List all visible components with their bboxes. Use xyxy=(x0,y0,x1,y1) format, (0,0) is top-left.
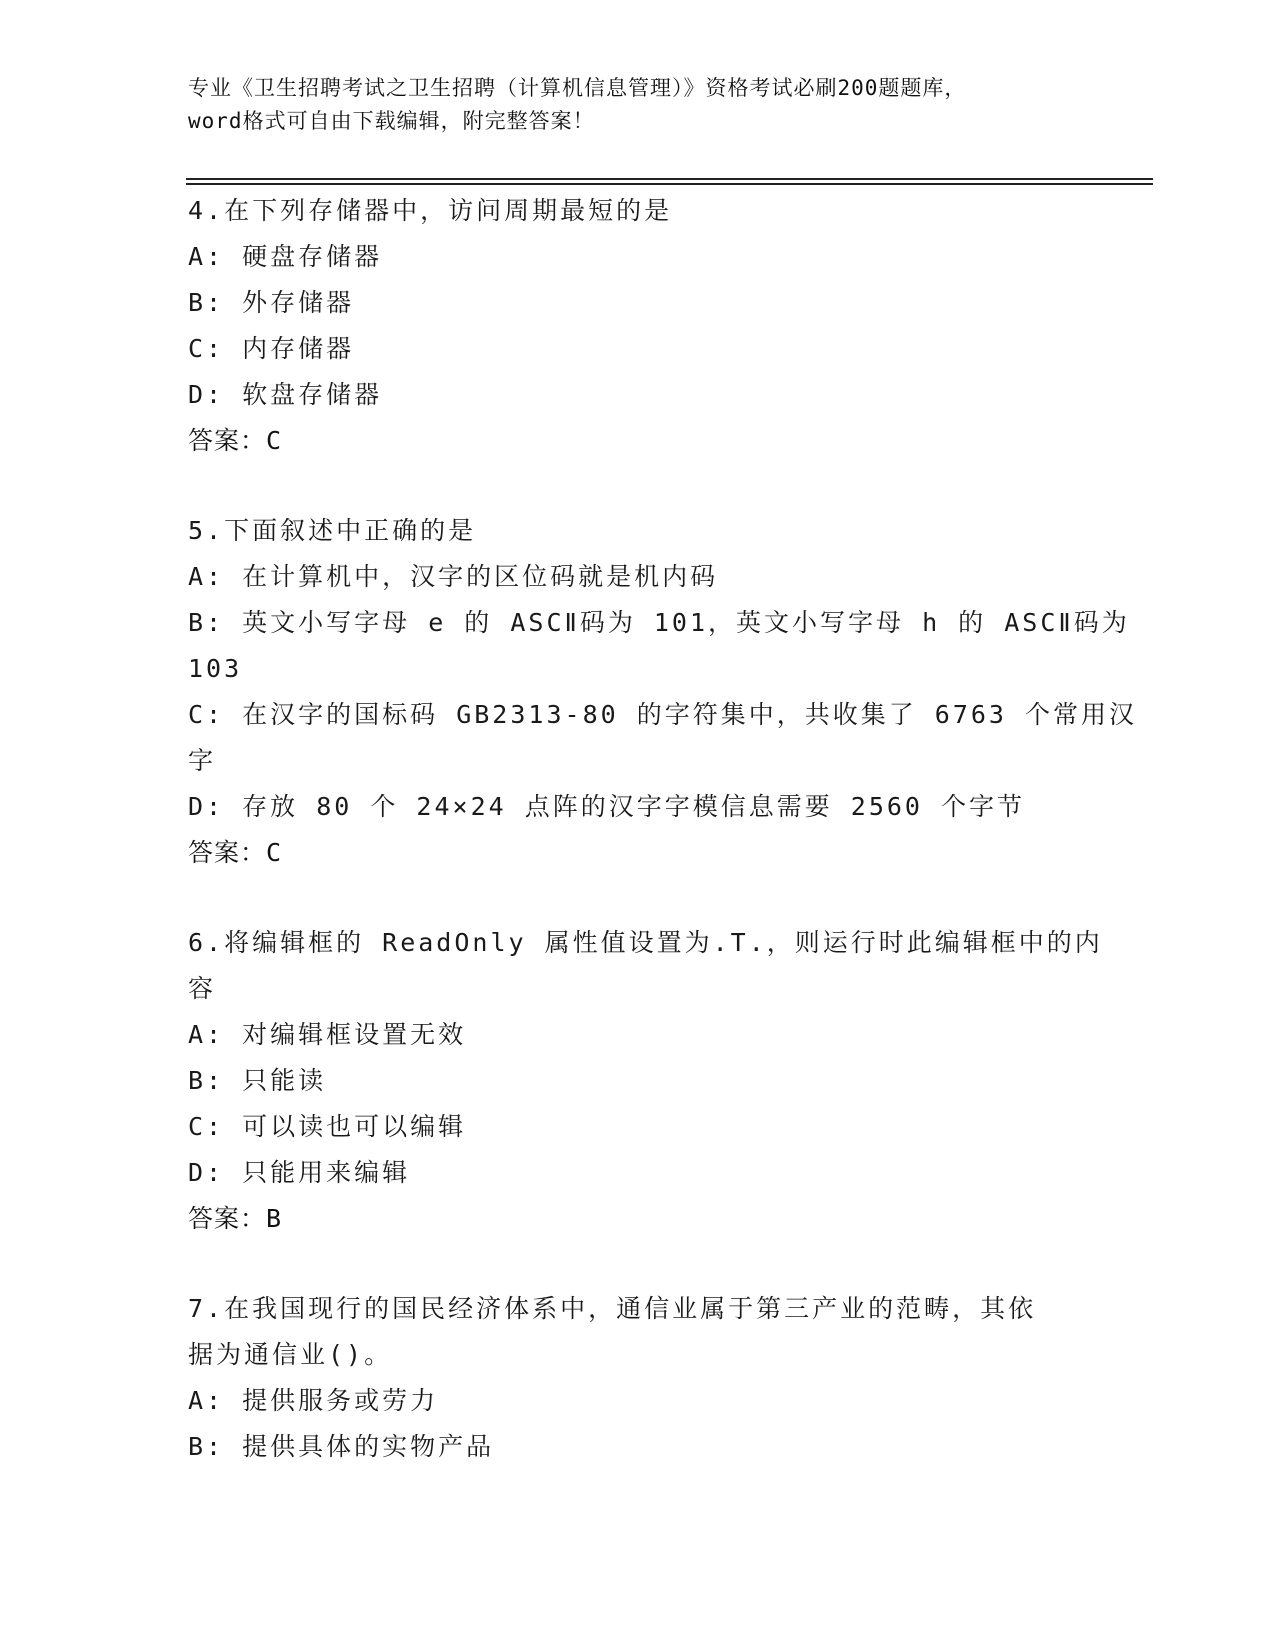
question-stem: 6.将编辑框的 ReadOnly 属性值设置为.T.，则运行时此编辑框中的内 xyxy=(188,928,1103,957)
question-list xyxy=(188,188,1138,1470)
header-divider-top xyxy=(186,178,1153,180)
answer-line: 答案：C xyxy=(188,838,283,867)
option-a: A: 提供服务或劳力 xyxy=(188,1386,439,1415)
option-d: D: 软盘存储器 xyxy=(188,380,383,409)
question-block xyxy=(188,920,1103,1242)
answer-line: 答案：B xyxy=(188,1204,283,1233)
question-block xyxy=(188,188,1068,464)
header-line-2: word格式可自由下载编辑，附完整答案！ xyxy=(188,109,595,133)
question-stem: 7.在我国现行的国民经济体系中，通信业属于第三产业的范畴，其依 xyxy=(188,1294,1037,1323)
answer-line: 答案：C xyxy=(188,426,283,455)
question-stem-continued: 据为通信业()。 xyxy=(188,1340,393,1369)
option-a: A: 硬盘存储器 xyxy=(188,242,383,271)
option-a: A: 对编辑框设置无效 xyxy=(188,1020,467,1049)
option-c: C: 内存储器 xyxy=(188,334,355,363)
option-b-continued: 103 xyxy=(188,654,243,683)
option-b: B: 只能读 xyxy=(188,1066,327,1095)
question-block xyxy=(188,508,1138,876)
option-b: B: 提供具体的实物产品 xyxy=(188,1432,495,1461)
option-a: A: 在计算机中，汉字的区位码就是机内码 xyxy=(188,562,719,591)
option-c: C: 在汉字的国标码 GB2313-80 的字符集中，共收集了 6763 个常用汉 xyxy=(188,700,1138,729)
question-stem: 4.在下列存储器中，访问周期最短的是 xyxy=(188,196,673,225)
option-b: B: 外存储器 xyxy=(188,288,355,317)
document-header xyxy=(188,72,1088,138)
option-c: C: 可以读也可以编辑 xyxy=(188,1112,467,1141)
option-b: B: 英文小写字母 e 的 ASCⅡ码为 101，英文小写字母 h 的 ASCⅡ码为 xyxy=(188,608,1130,637)
option-d: D: 存放 80 个 24×24 点阵的汉字字模信息需要 2560 个字节 xyxy=(188,792,1026,821)
question-stem-continued: 容 xyxy=(188,974,217,1003)
header-line-1: 专业《卫生招聘考试之卫生招聘（计算机信息管理）》资格考试必刷200题题库， xyxy=(188,76,967,100)
header-divider-bottom xyxy=(186,183,1153,185)
option-d: D: 只能用来编辑 xyxy=(188,1158,411,1187)
question-stem: 5.下面叙述中正确的是 xyxy=(188,516,477,545)
question-block xyxy=(188,1286,1068,1470)
option-c-continued: 字 xyxy=(188,746,217,775)
